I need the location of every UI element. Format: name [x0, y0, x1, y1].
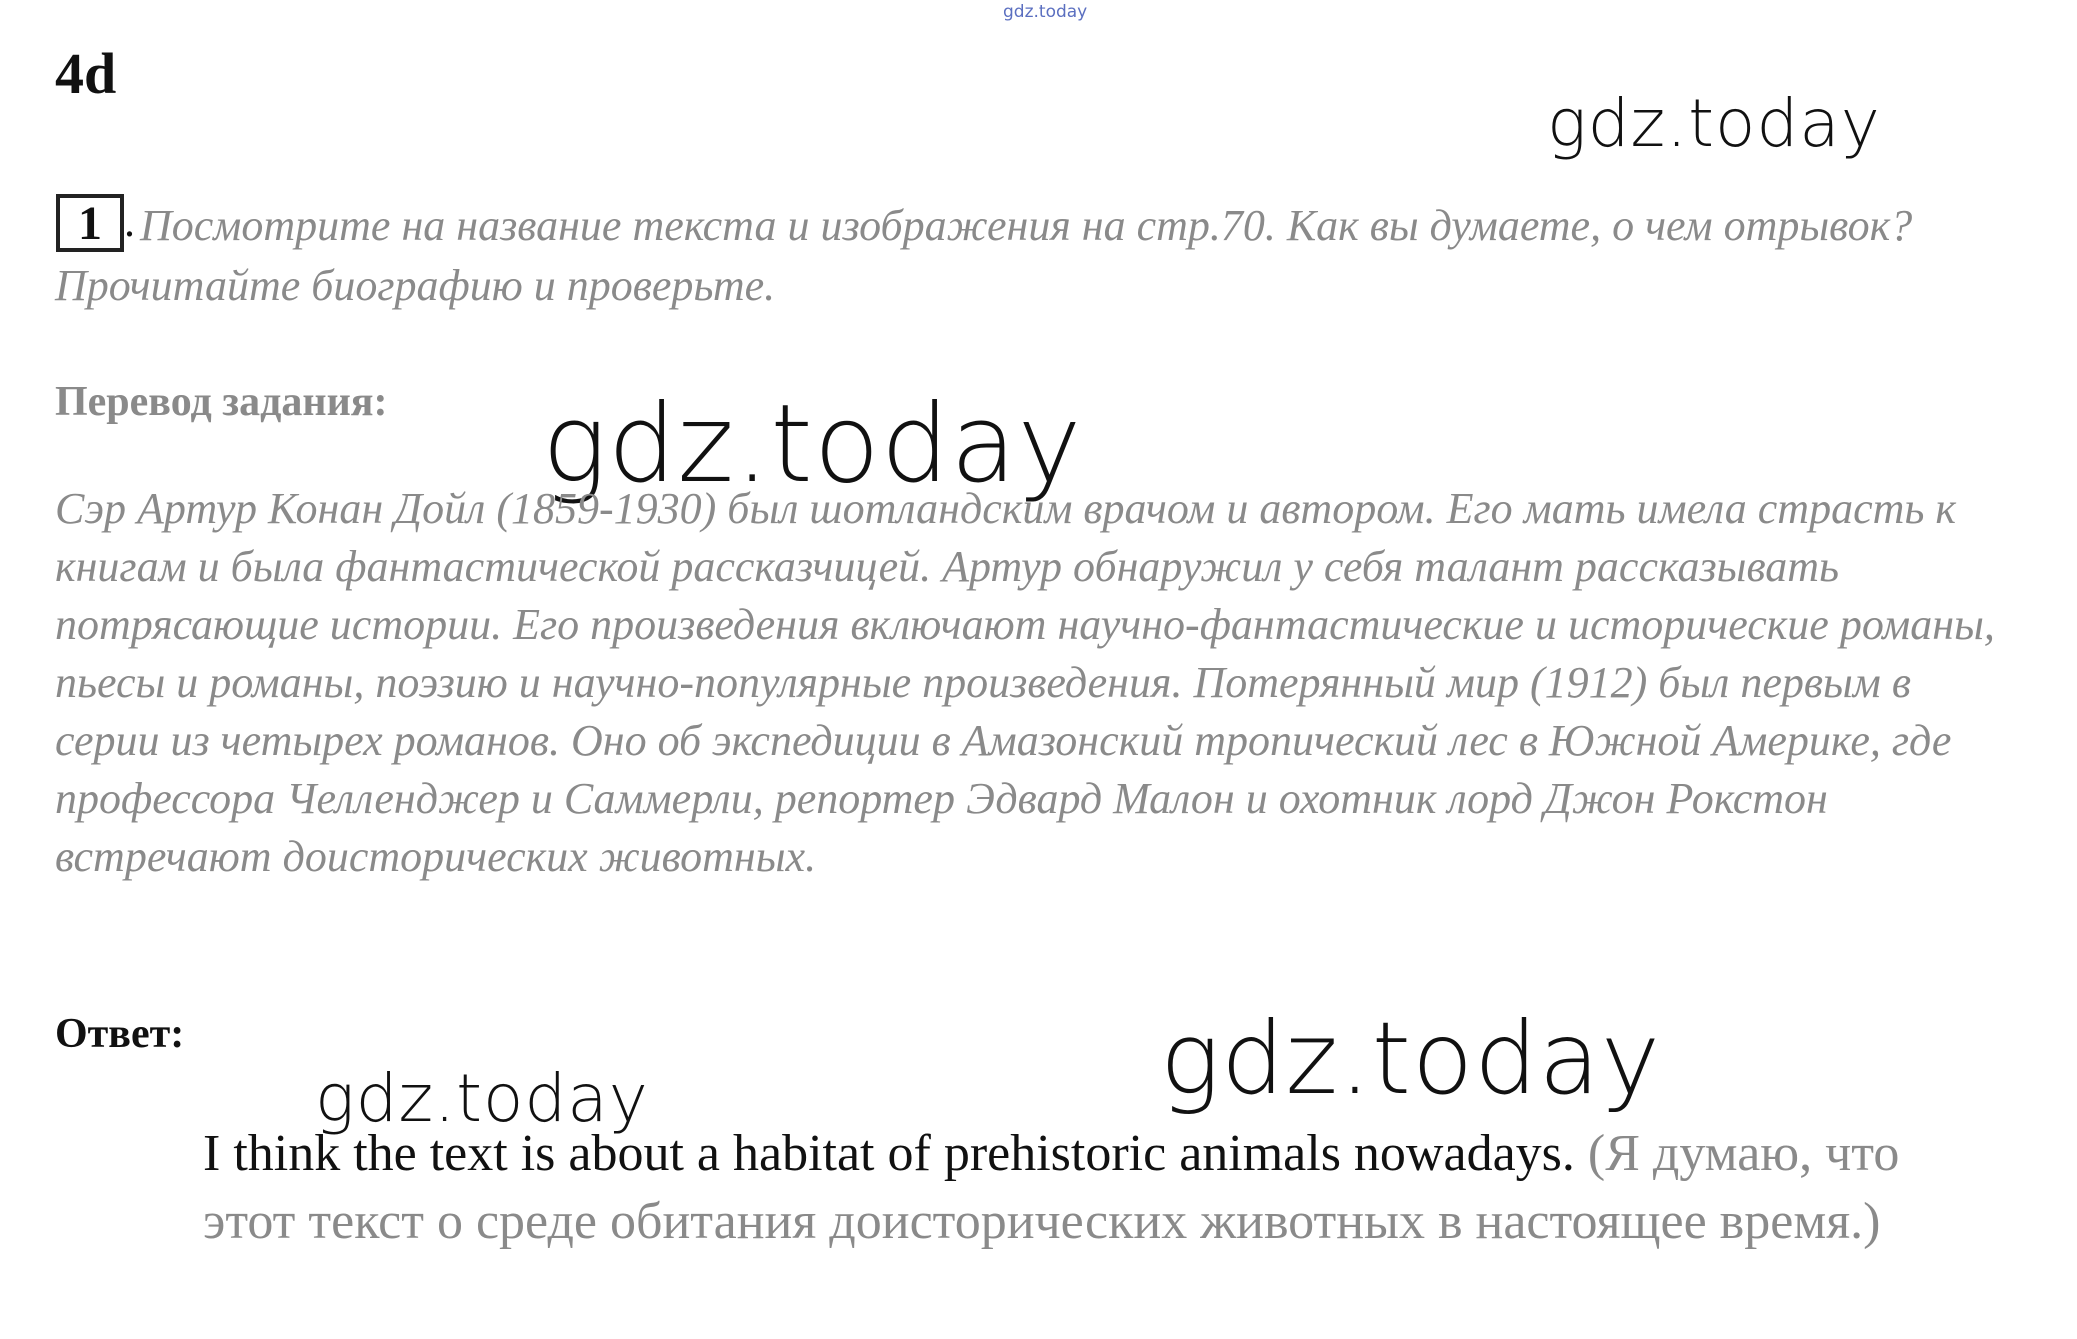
- section-label: 4d: [55, 41, 117, 106]
- watermark: gdz.today: [542, 382, 1083, 507]
- answer-english: I think the text is about a habitat of prehistoric animals nowadays.: [203, 1125, 1575, 1182]
- translation-text: Сэр Артур Конан Дойл (1859-1930) был шотландским врачом и автором. Его мать имела страсть к книгам и была фантастической рассказчицей. Артур обнаружил у себя талант рассказывать потрясающие истории. Его произведения включают научно-фантастические и исторические романы, пьесы и романы, поэзию и научно-популярные произведения. Потерянный мир (1912) был первым в серии из четырех романов. Оно об экспедиции в Амазонский тропический лес в Южной Америке, где профессора Челленджер и Саммерли, репортер Эдвард Малон и охотник лорд Джон Рокстон встречают доисторических животных.: [55, 484, 1995, 881]
- answer-heading: Ответ:: [55, 1011, 185, 1057]
- answer-text: [203, 1120, 1963, 1256]
- task-number-dot: .: [124, 197, 135, 246]
- watermark: gdz.today: [1547, 85, 1881, 162]
- answer-russian: (Я думаю, что этот текст о среде обитания доисторических животных в настоящее время.): [203, 1125, 1900, 1250]
- translation-heading: Перевод задания:: [55, 379, 388, 425]
- task-number: 1: [56, 194, 124, 252]
- top-watermark: gdz.today: [1003, 2, 1088, 22]
- watermark: gdz.today: [1160, 1000, 1662, 1117]
- task-instruction: Посмотрите на название текста и изображения на стр.70. Как вы думаете, о чем отрывок? Прочитайте биографию и проверьте.: [55, 201, 1913, 310]
- watermark: gdz.today: [315, 1060, 649, 1137]
